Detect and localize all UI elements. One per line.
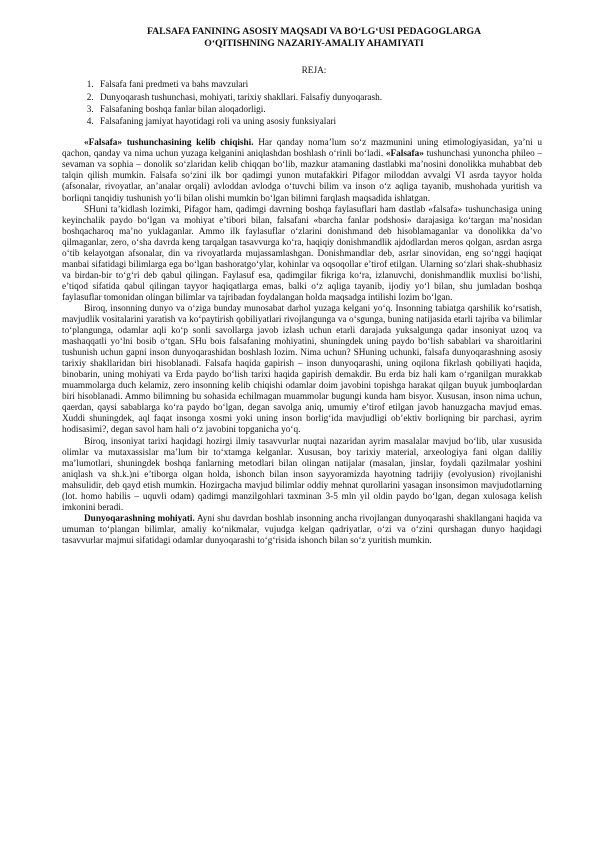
paragraph-text: tushunchasi yunoncha phileo – sevaman va sophia – donolik so‘zlaridan kelib chiqqan bo‘lib, mazkur atamaning dastlabki ma’nosini donolikka muhabbat deb talqin qilish mumkin. Falsafa so‘zini ilk bor qadimgi yunon mutafakkiri Pifagor miloddan avvalgi VI asrda tayyor holda (afsonalar, rivoyatlar, an’analar orqali) avloddan avlodga o‘tuvchi bilim va inson o‘z aqliga tayanib, mushohada yuritish va borliqni tanqidiy tushunish yo‘li bilan olishi mumkin bo‘lgan bilimni farqlash maqsadida ishlatgan. (62, 149, 542, 204)
document-page (62, 26, 542, 547)
plan-list (62, 79, 542, 128)
paragraph-worldview-essence (62, 514, 542, 547)
plan-heading: REJA: (301, 66, 327, 77)
paragraph-early-philosophers (62, 205, 542, 304)
plan-item: 3. Falsafaning boshqa fanlar bilan aloqadorligi. (96, 104, 542, 116)
plan-item: 2. Dunyoqarash tushunchasi, mohiyati, tarixiy shakllari. Falsafiy dunyoqarash. (96, 92, 542, 104)
section-heading-dunyoqarash: Dunyoqarashning mohiyati. (84, 513, 195, 524)
paragraph-text: Biroq, insonning dunyo va o‘ziga bunday munosabat darhol yuzaga kelgani yo‘q. Insonning tabiatga qarshilik ko‘rsatish, mavjudlik vositalarini yaratish va ko‘paytirish qobiliyatlari rivojlangunga va o‘sgunga, buning natijasida etarli tajriba va bilimlar to‘plangunga, odamlar aqli ko‘p sonli savollarga javob izlash uchun etarli darajada yuksalgunga qadar insoniyat uzoq va mashaqqatli yo‘lni bosib o‘tgan. SHu bois falsafaning mohiyatini, shuningdek uning paydo bo‘lish sabablari va sharoitlarini tushunish uchun gapni inson dunyoqarashidan boshlash lozim. Nima uchun? SHuning uchunki, falsafa dunyoqarashning asosiy tarixiy shakllaridan biri hisoblanadi. Falsafa haqida gapirish – inson dunyoqarashi, uning oqilona fikrlash qobiliyati haqida, binobarin, uning mohiyati va Erda paydo bo‘lish tarixi haqida gapirish demakdir. Bu erda biz hali kam o‘rganilgan murakkab muammolarga duch kelamiz, zero insonning kelib chiqishi odamlar doim javobini topishga harakat qilgan buyuk jumboqlardan biri hisoblanadi. Ammo bilimning bu sohasida echilmagan muammolar bugungi kunda ham bisyor. Xususan, inson nima uchun, qaerdan, qaysi sabablarga ko‘ra paydo bo‘lgan, degan savolga aniq, umumiy e’tirof etilgan javob hanuzgacha mavjud emas. Xuddi shuningdek, aql faqat insonga xosmi yoki uning inson borlig‘ida mavjudligi ob’ektiv borliqning bir parchasi, ayrim hodisasimi?, degan savol ham hali o‘z javobini topganicha yo‘q. (62, 303, 542, 436)
paragraph-text: Har qanday noma’lum so‘z mazmunini uning etimologiyasidan, ya’ni u qachon, qanday va nima uchun yuzaga kelganini aniqlashdan boshlash o‘rinli bo‘ladi. (62, 138, 542, 160)
paragraph-text: SHuni ta’kidlash lozimki, Pifagor ham, qadimgi davrning boshqa faylasuflari ham dastlab «falsafa» tushunchasiga uning keyinchalik paydo bo‘lgan va mohiyat e’tibori bilan, falsafani «barcha fanlar podshosi» darajasiga ko‘targan ma’nosidan boshqacharoq ma’no yuklaganlar. Ammo ilk faylasuflar o‘zlarini donishmand deb hisoblamaganlar va donolikka da’vo qilmaganlar, zero, o‘sha davrda keng tarqalgan tasavvurga ko‘ra, haqiqiy donishmandlik ajdodlardan meros qolgan, asrdan asrga o‘tib kelayotgan afsonalar, din va rivoyatlarda mujassamlashgan. Donishmandlar deb, asrlar sinovidan, eng so‘nggi haqiqat manbai sifatidagi bilimlarga ega bo‘lgan bashoratgo‘ylar, kohinlar va oqsoqollar e’tirof etilgan. Ularning so‘zlari shak-shubhasiz va birdan-bir to‘g‘ri deb qabul qilingan. Faylasuf esa, qadimgilar fikriga ko‘ra, izlanuvchi, donishmandlik muxlisi bo‘lishi, e’tiqod sifatida qabul qilingan tayyor haqiqatlarga emas, balki o‘z aqliga tayanib, ijodiy yo‘l bilan, shu jumladan boshqa faylasuflar tomonidan olingan bilimlar va tajribadan foydalangan holda maqsadga intilishi lozim bo‘lgan. (62, 204, 542, 303)
document-title (62, 26, 542, 50)
title-line-1: FALSAFA FANINING ASOSIY MAQSADI VA BO‘LG‘USI PEDAGOGLARGA (146, 26, 482, 37)
paragraph-text: Ayni shu davrdan boshlab insonning ancha rivojlangan dunyoqarashi shakllangani haqida va umuman to‘plangan bilimlar, amaliy ko‘nikmalar, vujudga kelgan qadriyatlar, o‘zi va o‘zini qurshagan dunyo haqidagi tasavvurlar majmui sifatidagi odamlar dunyoqarashi to‘g‘risida ishonch bilan so‘z yuritish mumkin. (62, 513, 542, 546)
paragraph-human-history (62, 437, 542, 514)
plan-item: 1. Falsafa fani predmeti va bahs mavzulari (96, 79, 542, 91)
term-falsafa: «Falsafa» (385, 149, 424, 160)
paragraph-worldview-origins (62, 304, 542, 437)
paragraph-etymology (62, 138, 542, 204)
section-heading-falsafa: «Falsafa» tushunchasining kelib chiqishi. (84, 138, 254, 149)
title-line-2: O‘QITISHNING NAZARIY-AMALIY AHAMIYATI (204, 38, 424, 50)
plan-item: 4. Falsafaning jamiyat hayotidagi roli va uning asosiy funksiyalari (96, 116, 542, 128)
paragraph-text: Biroq, insoniyat tarixi haqidagi hozirgi ilmiy tasavvurlar nuqtai nazaridan ayrim masalalar mavjud bo‘lib, ular xususida olimlar va mutaxassislar ma’lum bir to‘xtamga kelganlar. Xususan, boy tarixiy material, arxeologiya fani olgan daliliy ma’lumotlari, shuningdek boshqa fanlarning metodlari bilan olingan natijalar (masalan, jinslar, foydali qazilmalar yoshini aniqlash va sh.k.)ni e’tiborga olgan holda, ishonch bilan inson sayyoramizda hayotning tadrijiy (evolyusion) rivojlanishi mahsulidir, deb qayd etish mumkin. Hozirgacha mavjud bilimlar oddiy mehnat qurollarini yasagan insonsimon mavjudotlarning (lot. homo habilis – uquvli odam) qadimgi manzilgohlari taxminan 3-5 mln yil oldin paydo bo‘lgan, degan xulosaga kelish imkonini beradi. (62, 436, 542, 513)
